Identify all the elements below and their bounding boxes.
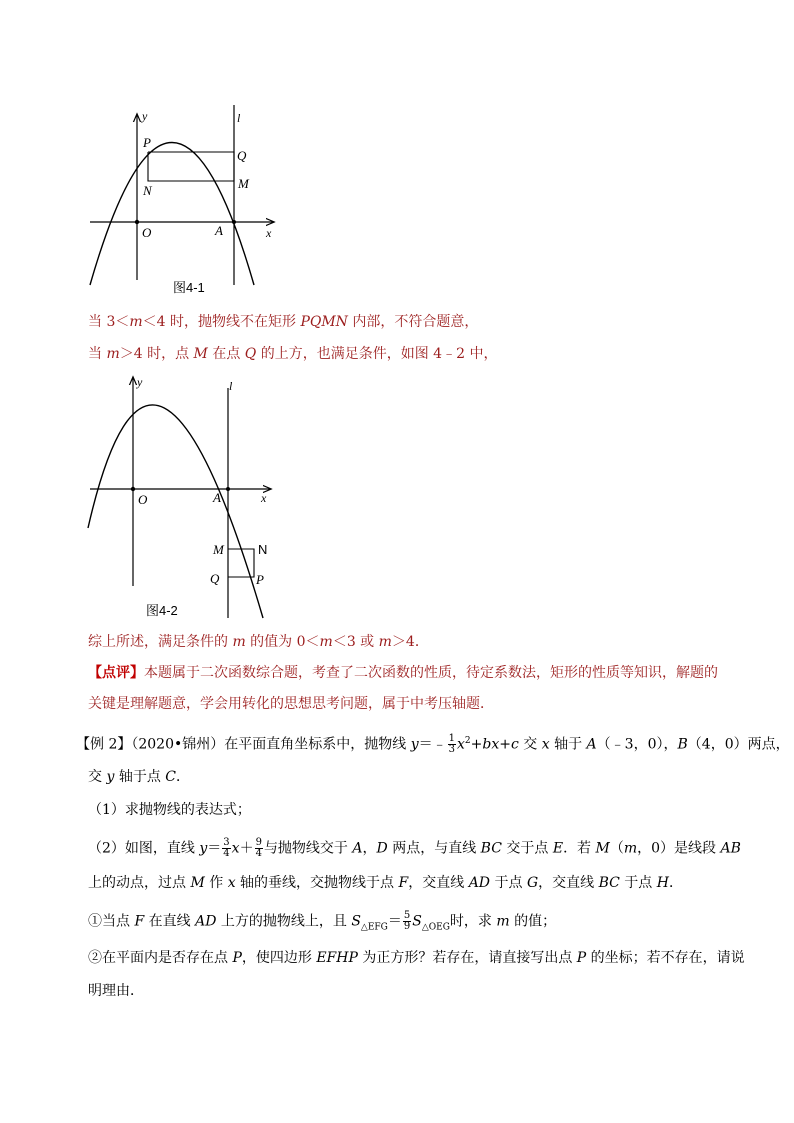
parabola bbox=[88, 405, 263, 618]
label-y: y bbox=[142, 109, 148, 123]
figure-4-2-graph bbox=[80, 368, 295, 623]
line-summary: 综上所述，满足条件的 m 的值为 0＜m＜3 或 m＞4． bbox=[88, 634, 429, 650]
question-1: （1）求抛物线的表达式； bbox=[88, 802, 251, 818]
question-2-part-2: ②在平面内是否存在点 P，使四边形 EFHP 为正方形？若存在，请直接写出点 P 的坐标；若不存在，请说 bbox=[88, 950, 745, 966]
label-m: M bbox=[213, 542, 224, 557]
label-m: M bbox=[238, 176, 249, 191]
figure-4-1-caption: 图4-1 bbox=[173, 280, 205, 295]
label-y: y bbox=[137, 375, 143, 389]
figure-4-1-graph bbox=[80, 95, 290, 300]
line-case-gt-4: 当 m＞4 时，点 M 在点 Q 的上方，也满足条件，如图 4﹣2 中， bbox=[88, 346, 498, 362]
label-q: Q bbox=[237, 148, 247, 163]
label-q: Q bbox=[210, 571, 220, 586]
rectangle-mnpq bbox=[228, 549, 254, 577]
label-n: N bbox=[143, 183, 152, 198]
figure-4-2-caption: 图4-2 bbox=[146, 603, 178, 618]
label-x: x bbox=[266, 226, 272, 240]
line-comment-2: 关键是理解题意，学会用转化的思想思考问题，属于中考压轴题． bbox=[88, 696, 494, 712]
question-2-part-1: ①当点 F 在直线 AD 上方的抛物线上，且 $S_{\triangle EFG}=$ $\frac{5}{9}$ $S_{\triangle OEG}$时，求 m 的值； bbox=[88, 910, 557, 933]
label-p: P bbox=[256, 572, 264, 587]
line-comment-1: 【点评】本题属于二次函数综合题，考查了二次函数的性质，待定系数法，矩形的性质等知识，解题的 bbox=[88, 665, 718, 681]
question-2-part-2-end: 明理由． bbox=[88, 983, 144, 999]
point-a bbox=[232, 220, 236, 224]
label-x: x bbox=[261, 491, 267, 505]
origin-point bbox=[135, 220, 139, 224]
rectangle-pqmn bbox=[148, 152, 234, 181]
line-case-3-4: 当 3＜m＜4 时，抛物线不在矩形 PQMN 内部，不符合题意， bbox=[88, 314, 479, 330]
label-p: P bbox=[143, 135, 151, 150]
label-l: l bbox=[229, 379, 233, 393]
label-o: O bbox=[142, 225, 152, 240]
question-2: （2）如图，直线 y＝ $\frac{3}{4}$ x＋ $\frac{9}{4}$ 与抛物线交于 A，D 两点，与直线 BC 交于点 E．若 M（m，0）是线段 AB bbox=[88, 837, 741, 859]
label-n: N bbox=[258, 542, 268, 557]
label-o: O bbox=[138, 492, 148, 507]
figure-4-1 bbox=[80, 95, 290, 300]
question-2-line-2: 上的动点，过点 M 作 x 轴的垂线，交抛物线于点 F，交直线 AD 于点 G，交直线 BC 于点 H． bbox=[88, 875, 683, 891]
label-a: A bbox=[213, 490, 221, 505]
example-2-title: 【例 2】（2020•锦州）在平面直角坐标系中，抛物线 y＝﹣ $\frac{1}{3}$ $x^2+bx+c$ 交 x 轴于 A（﹣3，0），B（4，0）两点， bbox=[76, 733, 790, 756]
label-l: l bbox=[237, 111, 241, 125]
origin-point bbox=[131, 487, 135, 491]
point-a bbox=[226, 487, 230, 491]
example-2-line-2: 交 y 轴于点 C． bbox=[88, 769, 190, 785]
parabola bbox=[90, 143, 254, 286]
figure-4-2 bbox=[80, 368, 295, 623]
label-a: A bbox=[215, 223, 223, 238]
